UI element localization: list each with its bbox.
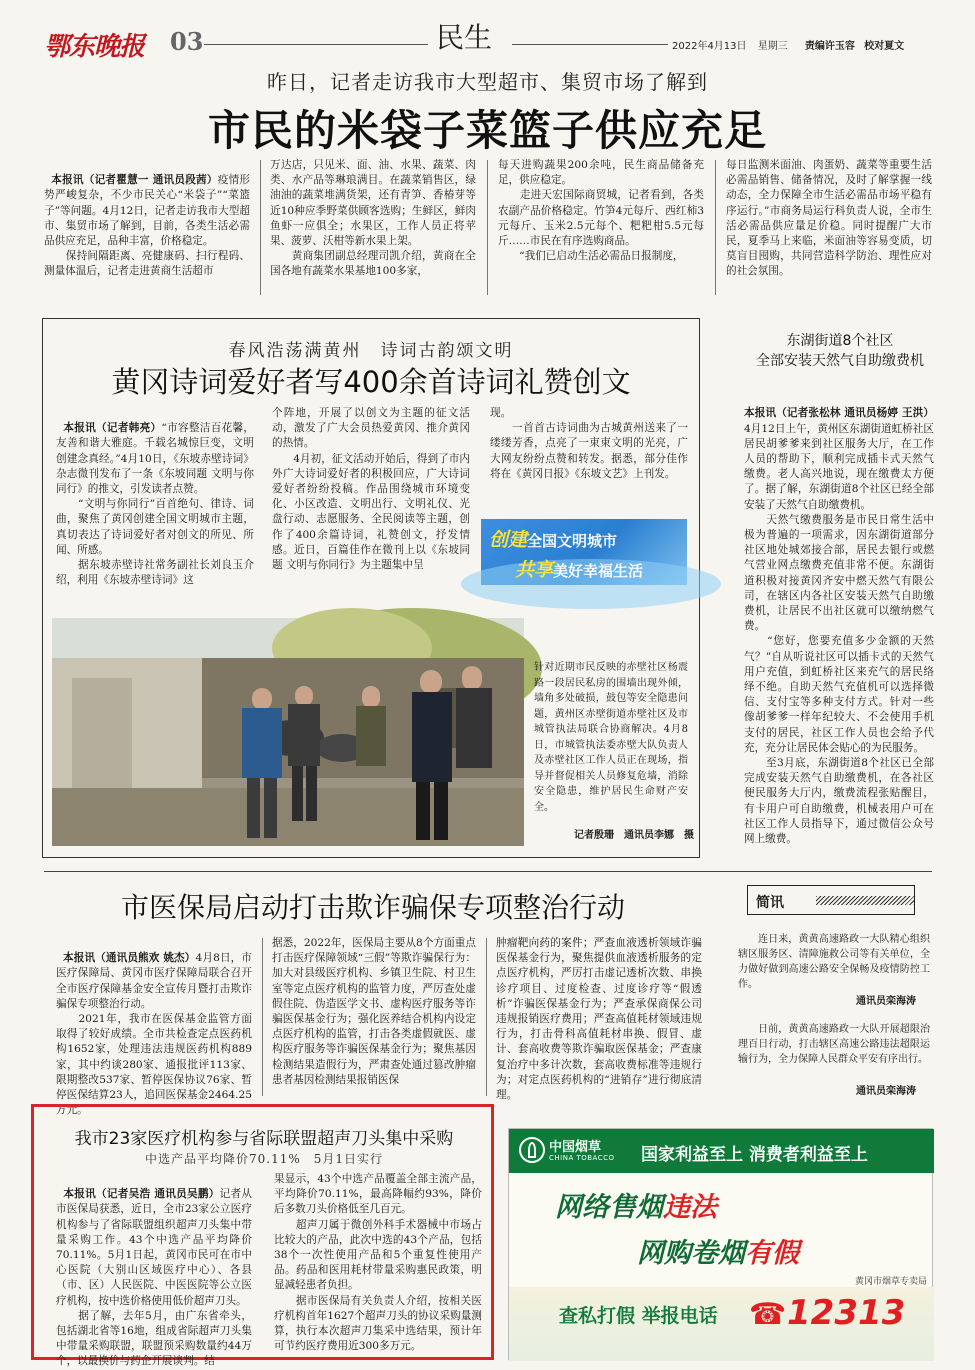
page-number: 03 [170,27,204,56]
lead-story-col1: 本报讯（记者瞿慧一 通讯员段茜）疫情形势严峻复杂，不少市民关心“米袋子”“菜篮子”等问题。4月12日，记者走访我市大型超市、集贸市场了解到，目前，各类生活必需品供应充足，品种丰富，价格稳定。 保持间隔距离、亮健康码、扫行程码、测量体温后，记者走进黄商生活超市 [44,174,251,278]
lead-story-byline: 本报讯（记者瞿慧一 通讯员段茜） [51,174,218,187]
poetry-story-byline: 本报讯（记者韩亮） [63,422,162,435]
gas-story-body: 本报讯（记者张松林 通讯员杨婷 王洪）4月12日上午，黄州区东湖街道虹桥社区居民胡爹爹来到社区服务大厅，在工作人员的帮助下，顺利完成插卡式天然气缴费。老人高兴地说，现在缴费太方便了。据了解，东湖街道8个社区已经全部安装了天然气自助缴费机。 天然气缴费服务是市民日常生活中极为普遍的一项需求，因东湖街道部分社区地处城郊接合部，居民去银行或燃气营业网点缴费充值非常不便。东湖街道积极对接黄冈齐安中燃天然气有限公司，在辖区内各社区安装天然气自助缴费机，让居民不出社区就可以缴纳燃气费。 “您好，您要充值多少金额的天然气？”自从听说社区可以插卡式的天然气用户充值，到虹桥社区来充气的居民络绎不绝。自助天然气充值机可以选择微信、支付宝等多种支付方式。针对一些像胡爹爹一样年纪较大、不会使用手机支付的居民，社区工作人员也会给予代充，充分让居民体会贴心的为民服务。 至3月底，东湖街道8个社区已全部完成安装天然气自助缴费机，在各社区便民服务大厅内，缴费流程张贴醒目，有卡用户可自助缴费，机械表用户可在社区工作人员指导下，通过微信公众号网上缴费。 [744,407,934,846]
slogan-create: 创建 [489,529,528,551]
ad-line-1-b: 违法 [663,1192,717,1223]
ad-hotline-label: 查私打假 举报电话 [559,1305,718,1327]
china-tobacco-logo-icon [519,1137,545,1163]
poetry-story-col3: 现。 一首首古诗词曲为古城黄州送来了一缕缕芳香，点亮了一束束文明的光亮，广大网友纷纷点赞和转发。据悉，部分佳作将在《黄冈日报》《东坡文艺》上刊发。 [490,407,688,480]
lead-story-col3: 每天进购蔬果200余吨，民生商品储备充足，供应稳定。 走进天宏国际商贸城，记者看到，各类农副产品价格稳定。竹笋4元每斤、西红柿3元每斤、玉米2.5元每个、粑粑柑5.5元每斤……市民在有序选购商品。 “我们已启动生活必需品日报制度， [498,159,704,263]
insurance-story-col3: 肿瘤靶向药的案件；严查血液透析领域诈骗医保基金行为，聚焦提供血液透析服务的定点医疗机构，严厉打击虚记透析次数、串换诊疗项目、过度检查、过度诊疗等“假透析”诈骗医保基金行为；严查承保商保公司违规报销医疗费用；严查高值耗材领域违规行为，打击骨科高值耗材串换、假冒、虚计、套高收费等欺诈骗取医保基金；严查康复治疗中多计次数，套高收费标准等违规行为；对定点医药机构的“进销存”进行彻底清理。 [496,937,702,1102]
section-title: 民生 [436,21,493,54]
insurance-story-headline: 市医保局启动打击欺诈骗保专项整治行动 [120,891,625,924]
briefs-title: 简讯 [756,895,784,911]
proofreader-credit: 校对夏文 [864,41,905,52]
issue-weekday: 星期三 [757,41,788,52]
lead-story-col4: 每日监测米面油、肉蛋奶、蔬菜等重要生活必需品销售、储备情况，及时了解掌握一线动态，全力保障全市生活必需品市场平稳有序运行。”市商务局运行科负责人说，全市生活必需品供应量足价稳。同时提醒广大市民，夏季马上来临，米面油等容易变质，切莫盲目囤购，共同营造科学防治、理性应对的社会氛围。 [726,159,932,278]
ad-sponsor: 黄冈市烟草专卖局 [854,1277,927,1287]
gas-story-headline-1: 东湖街道8个社区 [786,333,894,349]
insurance-story-col1: 本报讯（通讯员熊欢 姚杰）4月8日，市医疗保障局、黄冈市医疗保障局联合召开全市医疗保障基金安全宣传月暨打击欺诈骗保专项整治行动。 2021年，我市在医保基金监管方面取得了较好成绩。全市共检查定点医药机构1652家，处理违法违规医药机构889家，其中约谈280家、通报批评113家、限期整改537家、暂停医保协议76家、暂停医保结算23人，追回医保基金2464.25万元。 [56,952,252,1117]
newspaper-logo: 鄂东晚报 [44,32,145,62]
poetry-story-headline: 黄冈诗词爱好者写400余首诗词礼赞创文 [111,365,631,399]
street-scene-photo [52,618,524,846]
brief-item-1-credit: 通讯员栾海涛 [856,996,916,1007]
poetry-story-col1: 本报讯（记者韩亮）“市容整洁百花馨，友善和谐大雅庭。千载名城惊巨变，文明创建念真经。”4月10日，《东坡赤壁诗词》杂志微刊发布了一条《东坡同题 文明与你同行》的推文，引发读者点赞。 “文明与你同行”百首绝句、律诗、词曲，聚焦了黄冈创建全国文明城市主题，真切表达了诗词爱好者对创文的所见、所闻、所感。 据东坡赤壁诗社常务副社长刘良玉介绍，利用《东坡赤壁诗词》这 [56,422,254,587]
ad-line-1-a: 网络售烟 [555,1192,663,1223]
civilization-slogan-banner [481,519,687,585]
photo-caption: 针对近期市民反映的赤壁社区杨震路一段居民私房的围墙出现外倾，墙角多处破损，鼓包等安全隐患问题，黄州区赤壁街道赤壁社区及市城管执法局联合协商解决。4月8日，市城管执法委赤壁大队负责人及赤壁社区工作人员正在现场，指导并督促相关人员修复危墙，消除安全隐患，维护居民生命财产安全。 [534,662,688,813]
ad-line-1 [555,1185,717,1224]
lead-story-col2: 万达店，只见米、面、油、水果、蔬菜、肉类、水产品等琳琅满目。在蔬菜销售区，绿油油的蔬菜堆满货架，还有青笋、香椿芽等近10种应季野菜供顾客选购；生鲜区，鲜肉鱼虾一应俱全；水果区，工作人员正将苹果、菠萝、沃柑等新水果上架。 黄商集团副总经理司凯介绍，黄商在全国各地有蔬菜水果基地100多家， [270,159,476,278]
ad-line-2-a: 网购卷烟 [637,1238,745,1269]
ad-hotline-number: 12313 [787,1293,906,1333]
slogan-national-city: 全国文明城市 [527,532,618,550]
lead-story-kicker: 昨日，记者走访我市大型超市、集贸市场了解到 [267,70,708,94]
poetry-story-kicker: 春风浩荡满黄州 诗词古韵颂文明 [228,341,514,361]
editor-credit: 责编许玉容 [804,41,855,52]
tobacco-brand-cn: 中国烟草 [549,1140,602,1155]
ad-line-2 [637,1231,799,1270]
ultrasound-story-byline: 本报讯（记者吴浩 通讯员吴鹏） [63,1188,220,1201]
tobacco-ad [508,1128,933,1360]
slogan-share: 共享 [515,559,554,581]
insurance-story-col2: 据悉，2022年，医保局主要从8个方面重点打击医疗保障领域“三假”等欺诈骗保行为：加大对县级医疗机构、乡镇卫生院、村卫生室等定点医疗机构的监管力度，严厉查处虚假住院、伪造医学文书、虚构医疗服务等诈骗医保基金行为；强化医养结合机构内设定点医疗机构的监管，打击各类虚假就医、虚构医疗服务等诈骗医保基金行为；聚焦基因检测结果造假行为，严肃查处通过篡改肿瘤患者基因检测结果报销医保 [272,937,476,1086]
lead-story-headline: 市民的米袋子菜篮子供应充足 [207,106,767,155]
ultrasound-story-subhead: 中选产品平均降价70.11% 5月1日实行 [144,1152,384,1166]
phone-icon: ☎ [749,1297,787,1332]
brief-item-1: 连日来，黄黄高速路政一大队精心组织辖区服务区、清障施救公司等有关单位，全力做好做到高速公路安全保畅及疫情防控工作。 [738,934,930,990]
masthead [0,0,975,60]
tobacco-slogan-top: 国家利益至上 消费者利益至上 [641,1145,868,1165]
brief-item-2-credit: 通讯员栾海涛 [856,1086,916,1097]
briefs-header [747,885,915,915]
gas-story-byline: 本报讯（记者张松林 通讯员杨婷 王洪） [744,407,934,420]
issue-date: 2022年4月13日 [672,41,747,52]
ultrasound-story-headline: 我市23家医疗机构参与省际联盟超声刀头集中采购 [74,1129,454,1149]
insurance-story-byline: 本报讯（通讯员熊欢 姚杰） [63,952,196,965]
ad-line-2-b: 有假 [745,1238,799,1269]
ultrasound-story-col1: 本报讯（记者吴浩 通讯员吴鹏）记者从市医保局获悉，近日，全市23家公立医疗机构参与了省际联盟组织超声刀头集中带量采购工作。43个中选产品平均降价70.11%。5月1日起，黄冈市民可在市中心医院（大别山区域医疗中心）、各县（市、区）人民医院、中医医院等公立医疗机构，按中选价格使用低价超声刀头。 据了解，去年5月，由广东省牵头，包括湖北省等16地，组成省际超声刀头集中带量采购联盟，联盟预采购数量约44万个，以最换价与药企开展谈判。结 [56,1188,252,1368]
tobacco-brand-en: CHINA TOBACCO [549,1154,615,1162]
ultrasound-story-col2: 果显示，43个中选产品覆盖全部主流产品，平均降价70.11%，最高降幅约93%，降价后多数刀头价格低至几百元。 超声刀属于微创外科手术器械中市场占比较大的产品，此次中选的43个产品，包括38个一次性使用产品和5个重复性使用产品。药品和医用耗材带量采购惠民政策，明显减轻患者负担。 据市医保局有关负责人介绍，按相关医疗机构首年1627个超声刀头的协议采购量测算，执行本次超声刀集采中选结果，预计年可节约医疗费用近300多万元。 [274,1173,482,1353]
brief-item-2: 日前，黄黄高速路政一大队开展超限治理百日行动，打击辖区高速公路违法超限运输行为，全力保障人民群众平安有序出行。 [738,1024,930,1065]
photo-credit: 记者殷珊 通讯员李娜 摄 [574,830,694,841]
slogan-happy-life: 美好幸福生活 [553,562,644,580]
poetry-story-col2: 个阵地，开展了以创文为主题的征文活动，激发了广大会员热爱黄冈、推介黄冈的热情。 4月初，征文活动开始后，得到了市内外广大诗词爱好者的积极回应，广大诗词爱好者纷纷投稿。作品围绕城市环境变化、小区改造、文明出行、文明礼仪、光盘行动、志愿服务、全民阅读等主题，创作了400余篇诗词，礼赞创文，抒发情感。近日，百篇佳作在微刊上以《东坡同题 文明与你同行》为主题集中呈 [272,407,470,572]
gas-story-headline-2: 全部安装天然气自助缴费机 [756,353,924,369]
